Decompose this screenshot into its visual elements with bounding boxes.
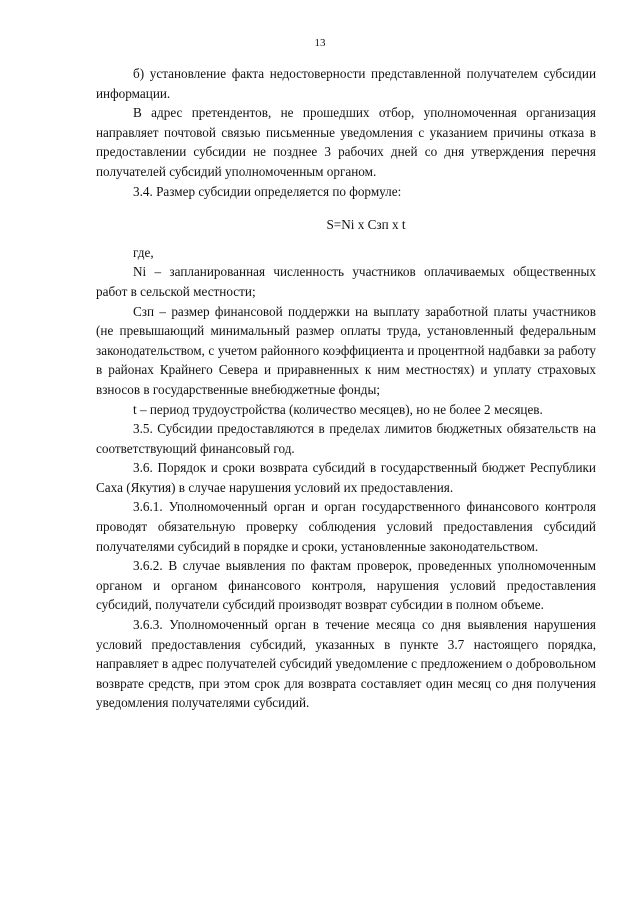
paragraph-section-3-4: 3.4. Размер субсидии определяется по формуле: <box>133 183 402 199</box>
definition-szp: Сзп – размер финансовой поддержки на выплату заработной платы участников (не превышающий минимальный размер оплаты труда, установленный федеральным законодательством, с учетом районного коэффициента и процентной надбавки за работу в районах Крайнего Севера и приравненных к ним местностях) и уплату страховых взносов в государственные внебюджетные фонды; <box>96 303 596 397</box>
definition-t: t – период трудоустройства (количество месяцев), но не более 2 месяцев. <box>133 401 543 417</box>
paragraph-section-3-6-2: 3.6.2. В случае выявления по фактам проверок, проведенных уполномоченным органом и органом финансового контроля, нарушения условий предоставления субсидий, получатели субсидий производят возврат субсидии в полном объеме. <box>96 558 596 613</box>
subsidy-formula: S=Ni х Сзп х t <box>326 217 406 233</box>
definition-ni: Ni – запланированная численность участников оплачиваемых общественных работ в сельской местности; <box>96 264 596 299</box>
paragraph-section-3-5: 3.5. Субсидии предоставляются в пределах лимитов бюджетных обязательств на соответствующий финансовый год. <box>96 421 596 456</box>
paragraph-notification: В адрес претендентов, не прошедших отбор, уполномоченная организация направляет почтовой связью письменные уведомления с указанием причины отказа в предоставлении субсидии не позднее 3 рабочих дней со дня утверждения перечня получателей субсидий уполномоченным органом. <box>96 105 596 179</box>
where-label: где, <box>133 244 154 260</box>
paragraph-section-3-6-3: 3.6.3. Уполномоченный орган в течение месяца со дня выявления нарушения условий предоставления субсидий, указанных в пункте 3.7 настоящего порядка, направляет в адрес получателей субсидий уведомление с предложением о добровольном возврате средств, при этом срок для возврата составляет один месяц со дня получения уведомления получателями субсидий. <box>96 617 596 711</box>
paragraph-section-3-6-1: 3.6.1. Уполномоченный орган и орган государственного финансового контроля проводят обязательную проверку соблюдения условий предоставления субсидий получателями субсидий в порядке и сроки, установленные законодательством. <box>96 499 596 554</box>
paragraph-section-3-6: 3.6. Порядок и сроки возврата субсидий в государственный бюджет Республики Саха (Якутия) в случае нарушения условий их предоставления. <box>96 460 596 495</box>
paragraph-clause-b: б) установление факта недостоверности представленной получателем субсидии информации. <box>96 66 596 101</box>
page-number: 13 <box>314 37 326 49</box>
document-body <box>96 64 596 713</box>
